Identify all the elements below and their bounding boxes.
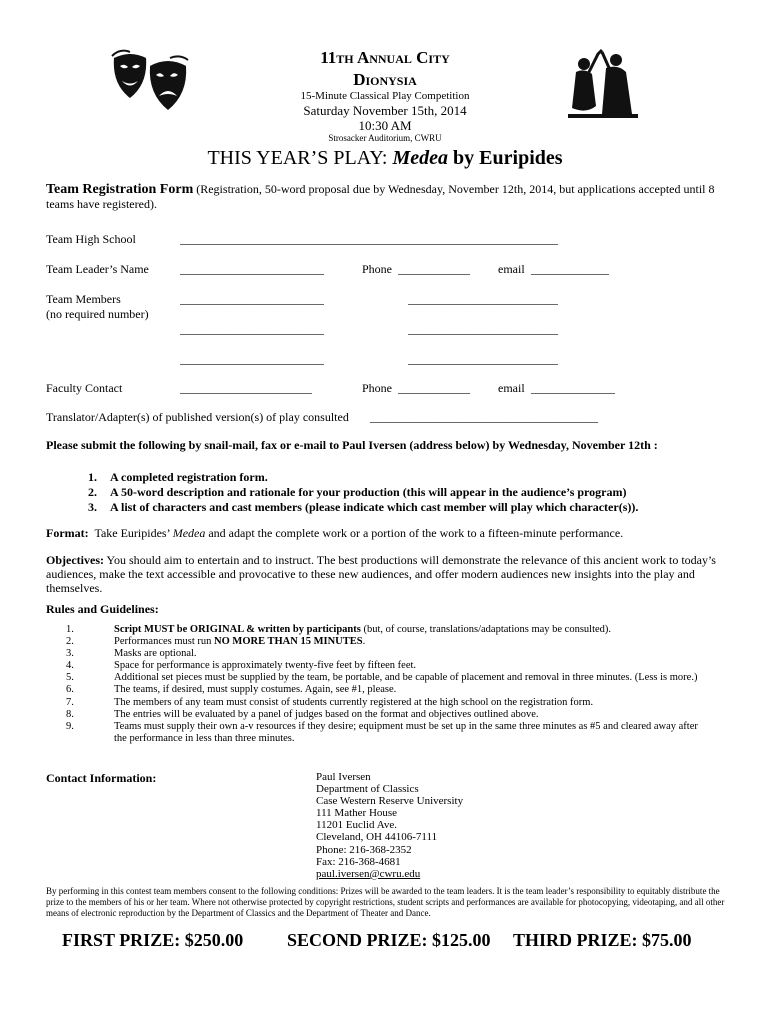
contact-email-link[interactable]: paul.iversen@cwru.edu xyxy=(316,867,421,880)
title-line-2: Dionysia xyxy=(353,70,417,89)
faculty-label: Faculty Contact xyxy=(46,381,123,395)
play-author: by Euripides xyxy=(453,147,563,169)
objectives-paragraph: Objectives: You should aim to entertain and to instruct. The best productions will demonstrate the relevance of this ancient work to today’s audiences, make the text accessible and provocative to these new audiences, and offer modern audiences new insights into the play and themselves. xyxy=(46,553,716,595)
list-item: 8. The entries will be evaluated by a panel of judges based on the format and objectives outlined above. xyxy=(66,708,539,720)
leader-email-label: email xyxy=(498,262,525,276)
event-date: Saturday November 15th, 2014 xyxy=(303,103,467,118)
submit-list xyxy=(88,470,638,515)
title-line-1: 11th Annual City xyxy=(320,48,450,67)
member-field-4[interactable]: _________________________ xyxy=(408,322,558,336)
list-item: 5. Additional set pieces must be supplied by the team, be portable, and be capable of placement and removal in three minutes. (Less is more.) xyxy=(66,672,698,684)
translator-label: Translator/Adapter(s) of published version(s) of play consulted xyxy=(46,410,349,424)
faculty-phone-label: Phone xyxy=(362,381,392,395)
competition-name: 15-Minute Classical Play Competition xyxy=(300,90,470,102)
faculty-email-label: email xyxy=(498,381,525,395)
list-item: 3. A list of characters and cast members (please indicate which cast member will play which character(s)). xyxy=(88,500,639,514)
registration-title: Team Registration Form xyxy=(46,182,194,197)
member-field-3[interactable]: ________________________ xyxy=(180,322,324,336)
play-title: Medea xyxy=(392,147,449,169)
fine-print: By performing in this contest team members consent to the following conditions: Prizes will be awarded to the team leaders. It is the team leader’s responsibility to equitably distribute the prize to the members of his or her team. Where not otherwise protected by copyright restrictions, student scripts and performances are available for photocopying, videotaping, and all other means of electronic reproduction by the Department of Classics and the Department of Theater and Dance. xyxy=(46,886,725,918)
rules-heading: Rules and Guidelines: xyxy=(46,602,159,616)
leader-email-field[interactable]: _____________ xyxy=(531,262,609,276)
play-prefix: THIS YEAR’S PLAY: xyxy=(207,147,388,169)
member-field-5[interactable]: ________________________ xyxy=(180,352,324,366)
contact-address: Paul Iversen Department of Classics Case Western Reserve University 111 Mather House 11201 Euclid Ave. Cleveland, OH 44106-7111 Phone: 216-368-2352 Fax: 216-368-4681 paul.iversen@cwru.edu xyxy=(316,771,464,880)
list-item: 9. Teams must supply their own a-v resources if they desire; equipment must be set up in the same three minutes as #5 and cleared away after the performance in less than three minutes. xyxy=(66,720,698,744)
registration-heading xyxy=(46,182,736,212)
list-item: 7. The members of any team must consist of students currently registered at the high school on the registration form. xyxy=(66,696,594,708)
list-item: 2. Performances must run NO MORE THAN 15 MINUTES. xyxy=(66,636,366,648)
play-heading xyxy=(0,147,770,170)
translator-field[interactable]: ______________________________________ xyxy=(370,410,598,424)
leader-phone-label: Phone xyxy=(362,262,392,276)
format-paragraph: Format: Take Euripides’ Medea and adapt the complete work or a portion of the work to a fifteen-minute performance. xyxy=(46,526,624,540)
member-field-1[interactable]: ________________________ xyxy=(180,292,324,306)
contact-heading: Contact Information: xyxy=(46,771,157,785)
members-label: Team Members xyxy=(46,292,121,306)
event-time: 10:30 AM xyxy=(358,118,412,133)
member-field-6[interactable]: _________________________ xyxy=(408,352,558,366)
faculty-email-field[interactable]: ______________ xyxy=(531,381,615,395)
leader-label: Team Leader’s Name xyxy=(46,262,149,276)
members-sublabel: (no required number) xyxy=(46,307,149,321)
registration-note: (Registration, 50-word proposal due by Wednesday, November 12th, 2014, but applications accepted until 8 teams have registered). xyxy=(46,182,715,211)
rules-list xyxy=(66,624,706,745)
list-item: 1. Script MUST be ORIGINAL & written by participants (but, of course, translations/adaptations may be consulted). xyxy=(66,624,612,635)
submit-instructions: Please submit the following by snail-mail, fax or e-mail to Paul Iversen (address below) by Wednesday, November 12th : xyxy=(46,438,658,452)
second-prize: SECOND PRIZE: $125.00 xyxy=(287,930,491,950)
list-item: 1. A completed registration form. xyxy=(88,470,268,484)
leader-field[interactable]: ________________________ xyxy=(180,262,324,276)
list-item: 3. Masks are optional. xyxy=(66,648,197,660)
member-field-2[interactable]: _________________________ xyxy=(408,292,558,306)
faculty-phone-field[interactable]: ____________ xyxy=(398,381,470,395)
first-prize: FIRST PRIZE: $250.00 xyxy=(62,930,244,950)
list-item: 4. Space for performance is approximately twenty-five feet by fifteen feet. xyxy=(66,660,417,672)
list-item: 2. A 50-word description and rationale for your production (this will appear in the audience’s program) xyxy=(88,485,627,499)
leader-phone-field[interactable]: ____________ xyxy=(398,262,470,276)
faculty-field[interactable]: ______________________ xyxy=(180,381,312,395)
third-prize: THIRD PRIZE: $75.00 xyxy=(513,930,692,950)
high-school-field[interactable]: _______________________________________________________________ xyxy=(180,232,558,246)
high-school-label: Team High School xyxy=(46,232,136,246)
list-item: 6. The teams, if desired, must supply costumes. Again, see #1, please. xyxy=(66,684,397,696)
event-venue: Strosacker Auditorium, CWRU xyxy=(328,133,442,143)
